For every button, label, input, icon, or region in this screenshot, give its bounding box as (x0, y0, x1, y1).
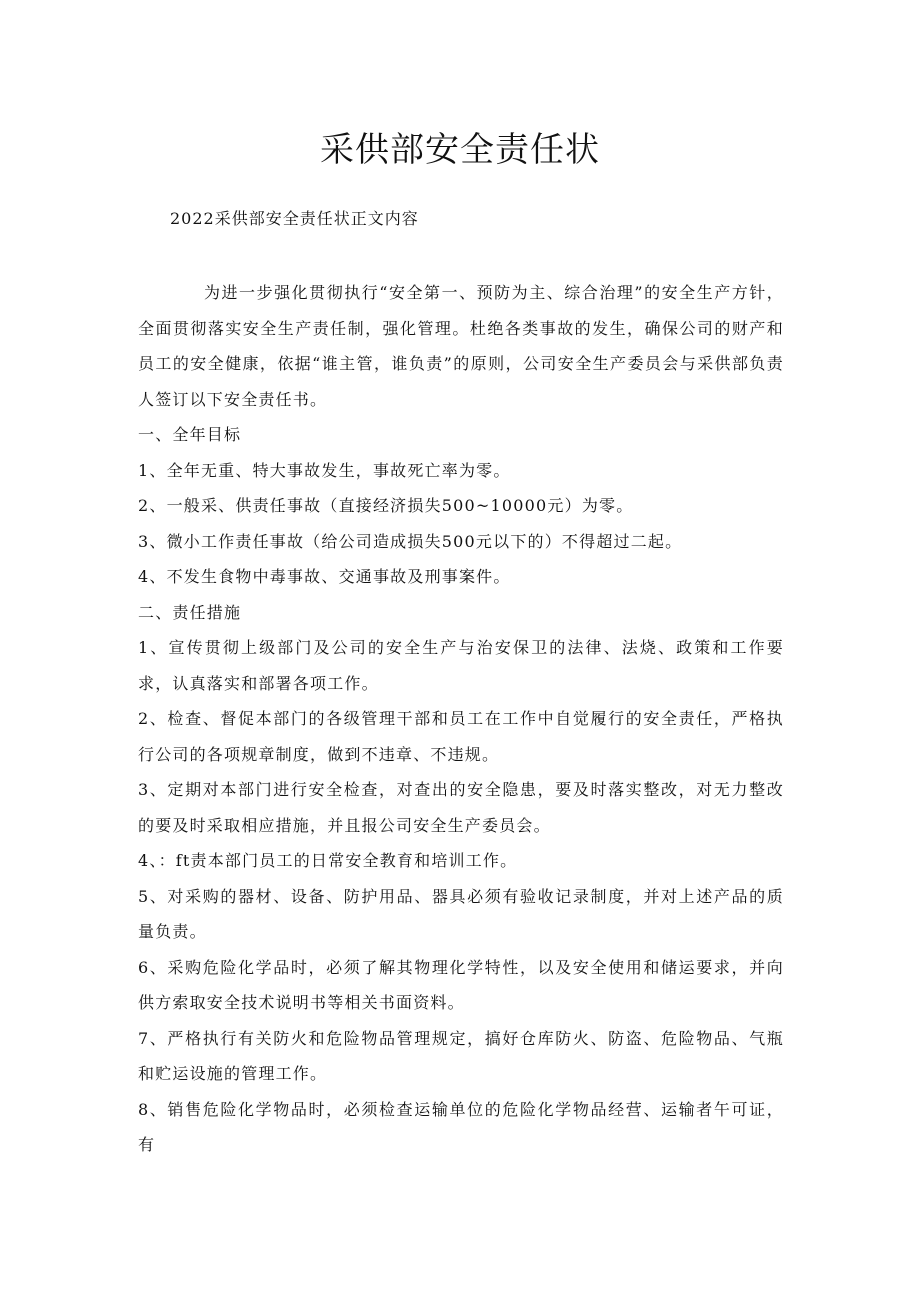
measure-item: 6、采购危险化学品时，必须了解其物理化学特性，以及安全使用和储运要求，并向供方索取安全技术说明书等相关书面资料。 (138, 957, 784, 1012)
goal-item: 4、不发生食物中毒事故、交通事故及刑事案件。 (138, 567, 511, 586)
intro-paragraph: 为进一步强化贯彻执行“安全第一、预防为主、综合治理”的安全生产方针，全面贯彻落实安全生产责任制，强化管理。杜绝各类事故的发生，确保公司的财产和员工的安全健康，依据“谁主管，谁负责”的原则，公司安全生产委员会与采供部负责人签订以下安全责任书。 (138, 283, 784, 409)
measure-item: 1、宣传贯彻上级部门及公司的安全生产与治安保卫的法律、法烧、政策和工作要求，认真落实和部署各项工作。 (138, 638, 784, 693)
measure-item: 3、定期对本部门进行安全检查，对查出的安全隐患，要及时落实整改，对无力整改的要及时采取相应措施，并且报公司安全生产委员会。 (138, 780, 784, 835)
measure-item: 7、严格执行有关防火和危险物品管理规定，搞好仓库防火、防盗、危险物品、气瓶和贮运设施的管理工作。 (138, 1028, 784, 1083)
document-body (138, 275, 784, 1163)
document-title: 采供部安全责任状 (320, 130, 600, 170)
section-heading-measures: 二、责任措施 (138, 602, 242, 622)
goal-item: 1、全年无重、特大事故发生，事故死亡率为零。 (138, 460, 511, 480)
measure-item: 5、对采购的器材、设备、防护用品、器具必须有验收记录制度，并对上述产品的质量负责。 (138, 886, 784, 941)
document-subtitle: 2022采供部安全责任状正文内容 (170, 209, 419, 228)
measure-item: 8、销售危险化学物品时，必须检查运输单位的危险化学物品经营、运输者午可证，有 (138, 1099, 784, 1154)
goal-item: 2、一般采、供责任事故（直接经济损失500~10000元）为零。 (138, 496, 634, 515)
measure-item: 2、检查、督促本部门的各级管理干部和员工在工作中自觉履行的安全责任，严格执行公司的各项规章制度，做到不违章、不违规。 (138, 709, 784, 764)
section-heading-goals: 一、全年目标 (138, 425, 242, 444)
measure-item: 4、：ft责本部门员工的日常安全教育和培训工作。 (138, 851, 518, 870)
goal-item: 3、微小工作责任事故（给公司造成损失500元以下的）不得超过二起。 (138, 531, 683, 551)
